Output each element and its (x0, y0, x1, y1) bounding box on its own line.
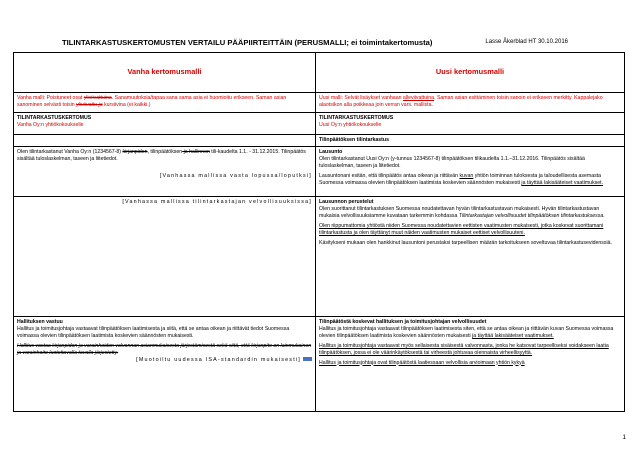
text-span: yhtiön toiminnan tuloksesta ja taloudellisesta asemasta Suomessa voimassa olevien tilinpäätöksen laatimista koskevien säännösten mukaisesti (319, 172, 602, 186)
basis-heading: Lausunnon perustelut (319, 199, 374, 205)
company-row (14, 113, 625, 135)
basis-new-p2: Olen riippumattomia yhtiöstä niiden Suomessa noudatettavien eettisten vaatimusten mukaisesti, jotka koskevat suorittamani tilintarkastusta ja olen täyttänyt muut näiden vaatimusten mukaiset eettiset velvollisuuteni. (319, 222, 604, 236)
basis-new (316, 197, 625, 317)
legend-text: Vanha malli: Poistuneet osat (17, 95, 84, 101)
company-name-new: Uusi Oy:n yhtiökokoukselle (319, 121, 382, 128)
audit-section-old (14, 135, 316, 147)
legend-strike-sample: yliviivattuina (83, 95, 112, 101)
audit-section-row (14, 135, 625, 147)
legend-new (316, 93, 625, 113)
opinion-old-text (17, 149, 312, 163)
legend-text: kursiivina (ei kaikki.) (102, 101, 151, 108)
opinion-new-p1: Olen tilintarkastanut Uusi Oy:n (y-tunnus 1234567-8) tilinpäätöksen tilikaudelta 1.1.–31.12.2016. Tilinpäätös sisältää tuloslaskelman, taseen ja liitetiedot. (319, 155, 585, 169)
basis-old (14, 197, 316, 317)
audit-section-heading: Tilinpäätöksen tilintarkastus (316, 135, 625, 147)
document-header (62, 38, 568, 48)
text-span: tili-kaudelta 1.1. - 31.12.2015. Tilinpäätös sisältää tuloslaskelman, taseen ja liitetiedot. (17, 149, 306, 162)
opinion-old-note: [Vanhassa mallissa vasta lopussa/loputksi] (159, 172, 312, 179)
basis-new-p3: Käsitykseni mukaan olen hankkinut lausuntoni perustaksi tarpeellisen määrän tarkoitukseen soveltuvaa tilintarkastusevidenssiä. (319, 239, 612, 246)
basis-old-note: [Vanhassa mallissa tilintarkastajan velvollisuuksissa] (122, 199, 312, 205)
opinion-old (14, 147, 316, 197)
column-header-old: Vanha kertomusmalli (14, 53, 316, 93)
report-title-new: TILINTARKASTUSKERTOMUS (319, 115, 394, 121)
legend-text: Uusi malli: Selvät lisäykset vanhaan (319, 95, 403, 101)
struck-text: kirjanpidon (122, 149, 148, 155)
responsibility-old-p1: Hallitus ja toimitusjohtaja vastaavat tilinpäätöksen laatimisesta ja siitä, että se antaa oikean ja riittävät tiedot Suomessa voimassa olevien tilinpäätöksen laatimista koskevien säännösten mukaisesti. (17, 325, 290, 339)
underlined-text: ja täyttää lakisääteiset vaatimukset. (472, 332, 554, 339)
opinion-heading: Lausunto (319, 149, 343, 155)
responsibility-new-p2: Hallitus ja toimitusjohtaja vastaavat myös sellaisesta sisäisestä valvonnasta, jonka he katsovat tarpeelliseksi voidakseen laatia tilinpäätöksen, jossa ei ole väärinkäytöksestä tai virheestä johtuvaa olennaista virheellisyyttä. (319, 342, 609, 356)
author-date: Lasse Åkerblad HT 30.10.2016 (485, 39, 568, 45)
basis-new-p1 (319, 206, 621, 220)
responsibility-old-heading: Hallituksen vastuu (17, 319, 63, 325)
underlined-text: kuvan (459, 172, 474, 179)
report-title-old: TILINTARKASTUSKERTOMUS (17, 115, 92, 121)
responsibility-row (14, 317, 625, 412)
responsibility-new-heading: Tilinpäätöstä koskevat hallituksen ja toimitusjohtajan velvollisuudet (319, 319, 487, 325)
responsibility-old-p2: Hallitus vastaa kirjanpidon ja varainhoidon valvonnan asianmukaisesta järjestämisestä sekä siitä, että kirjanpito on lainmukainen ja varainhoito luotettavalla tavalla järjestetty. (17, 342, 312, 356)
text-span: , tilinpäätöksen (147, 149, 183, 155)
page-number: 1 (622, 434, 626, 441)
opinion-new (316, 147, 625, 197)
company-old (14, 113, 316, 135)
basis-row (14, 197, 625, 317)
legend-strike-italic-sample: yliviivattu ja (76, 101, 103, 108)
document-title: TILINTARKASTUSKERTOMUSTEN VERTAILU PÄÄPIIRTEITTÄIN (PERUSMALLI; ei toimintakertomusta) (62, 38, 433, 47)
arrow-right-icon (303, 357, 312, 361)
legend-row (14, 93, 625, 113)
column-header-new: Uusi kertomusmalli (316, 53, 625, 93)
text-span: Olen tilintarkastanut Vanha Oy:n (1234567-8) (17, 149, 123, 155)
text-span: Lausuntonani esitän, että tilinpäätös antaa oikean ja riittävän (319, 172, 460, 179)
responsibility-old (14, 317, 316, 412)
legend-text: . Saman asian esittäminen toisin sanoin ei erikseen merkitty. Kappalejako alaotsikon alla poikkeaa join verran vars. mallista. (319, 95, 603, 108)
responsibility-new (316, 317, 625, 412)
opinion-new-p2 (319, 173, 621, 187)
italic-text: Tilintarkastajan velvollisuudet tilinpäätöksen tilintarkastuksessa. (458, 212, 605, 219)
company-name-old: Vanha Oy:n yhtiökokoukselle (17, 121, 84, 128)
legend-old (14, 93, 316, 113)
struck-text: ja hallinnon (182, 149, 210, 155)
text-span: Hallitus ja toimitusjohtaja vastaavat tilinpäätöksen laatimisesta siten, että se antaa oikean ja riittävän kuvan Suomessa voimassa olevien tilinpäätöksen laatimista koskevien säännösten mukaisesti (319, 325, 614, 339)
comparison-table (13, 52, 625, 412)
underlined-text: ja täyttää lakisääteiset vaatimukset. (521, 179, 604, 186)
text-span: Olen suorittanut tilintarkastuksen Suomessa noudatettavan hyvän tilintarkastustavan mukaisesti. Hyvän tilintarkastustavan mukaisia velvollisuuksiamme kuvataan tarkemmin kohdassa (319, 205, 600, 219)
legend-underline-sample: alleviivattuina (402, 95, 435, 101)
note-text: [Muotoiltu uudessa ISA-standardin mukaisesti] (136, 356, 301, 363)
column-header-row (14, 53, 625, 93)
opinion-row (14, 147, 625, 197)
responsibility-old-note (17, 357, 312, 364)
legend-text: . Sanamuutoksia/tapaa sana sama asia ei huomioitu erikseen. Saman asian sanominen selvästi toisin (17, 95, 287, 108)
responsibility-new-p3: Hallitus ja toimitusjohtaja ovat tilinpäätöstä laatiessaan velvollisia arvioimaan yhtiön kykyä (319, 359, 525, 366)
responsibility-new-p1 (319, 326, 621, 340)
company-new (316, 113, 625, 135)
